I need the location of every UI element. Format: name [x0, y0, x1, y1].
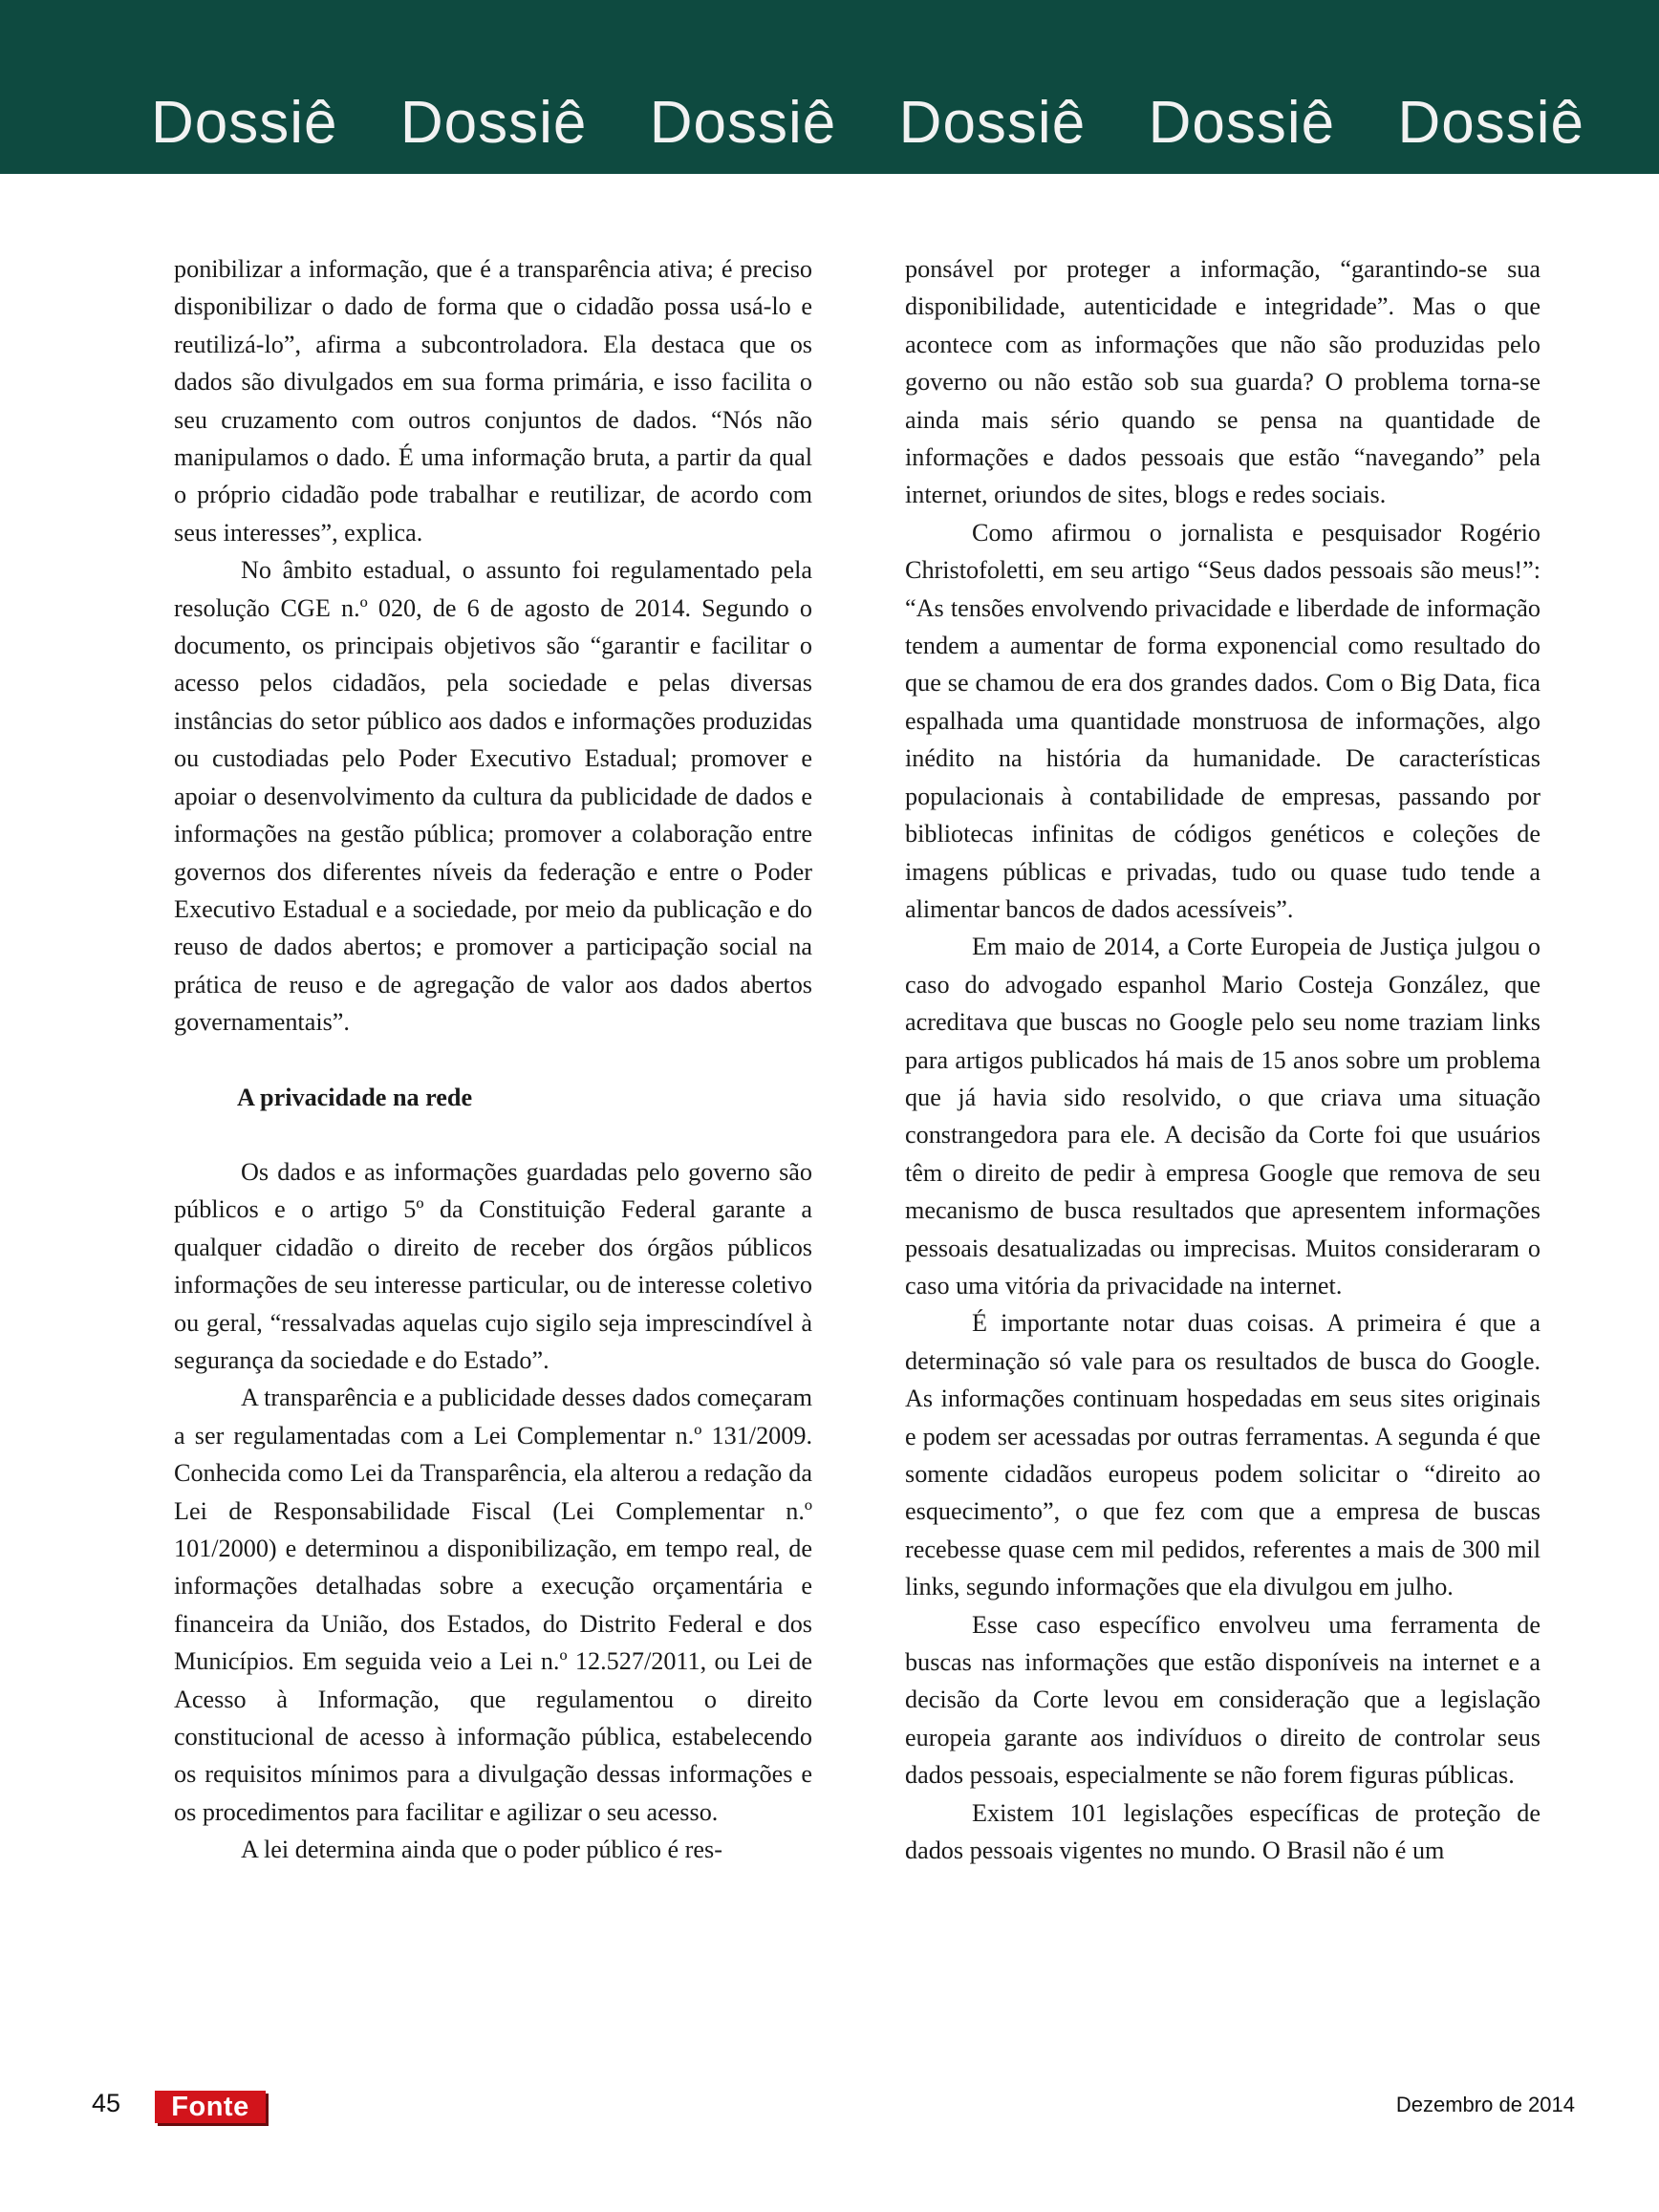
right-column	[905, 250, 1540, 1869]
magazine-logo: Fonte	[155, 2091, 266, 2123]
section-title-word: Dossiê	[898, 89, 1087, 156]
section-header-bar	[0, 0, 1659, 174]
subheading: A privacidade na rede	[237, 1083, 473, 1111]
paragraph: Esse caso específico envolveu uma ferramenta de buscas nas informações que estão disponíveis na internet e a decisão da Corte levou em consideração que a legislação europeia garante aos indivíduos o direito de controlar seus dados pessoais, especialmente se não forem figuras públicas.	[905, 1610, 1540, 1790]
left-column	[174, 250, 812, 1869]
section-title-word: Dossiê	[1397, 89, 1584, 156]
paragraph: Existem 101 legislações específicas de proteção de dados pessoais vigentes no mundo. O Brasil não é um	[905, 1798, 1540, 1865]
paragraph: No âmbito estadual, o assunto foi regulamentado pela resolução CGE n.º 020, de 6 de agosto de 2014. Segundo o documento, os principais objetivos são “garantir e facilitar o acesso pelos cidadãos, pela sociedade e pelas diversas instâncias do setor público aos dados e informações produzidas ou custodiadas pelo Poder Executivo Estadual; promover e apoiar o desenvolvimento da cultura da publicidade de dados e informações na gestão pública; promover a colaboração entre governos dos diferentes níveis da federação e entre o Poder Executivo Estadual e a sociedade, por meio da publicação e do reuso de dados abertos; e promover a participação social na prática de reuso e de agregação de valor aos dados abertos governamentais”.	[174, 556, 812, 1037]
paragraph: ponsável por proteger a informação, “garantindo-se sua disponibilidade, autenticidade e integridade”. Mas o que acontece com as informações que não são produzidas pelo governo ou não estão sob sua guarda? O problema torna-se ainda mais sério quando se pensa na quantidade de informações e dados pessoais que estão “navegando” pela internet, oriundos de sites, blogs e redes sociais.	[905, 255, 1540, 509]
section-title-word: Dossiê	[649, 89, 837, 156]
paragraph: É importante notar duas coisas. A primeira é que a determinação só vale para os resultados de busca do Google. As informações continuam hospedadas em seus sites originais e podem ser acessadas por outras ferramentas. A segunda é que somente cidadãos europeus podem solicitar o “direito ao esquecimento”, o que fez com que a empresa de buscas recebesse quase cem mil pedidos, referentes a mais de 300 mil links, segundo informações que ela divulgou em julho.	[905, 1309, 1540, 1601]
section-title-repeat	[151, 84, 1584, 161]
section-title-word: Dossiê	[1148, 89, 1336, 156]
section-title-word: Dossiê	[399, 89, 588, 156]
paragraph: A transparência e a publicidade desses dados começaram a ser regulamentadas com a Lei Complementar n.º 131/2009. Conhecida como Lei da Transparência, ela alterou a redação da Lei de Responsabilidade Fiscal (Lei Complementar n.º 101/2000) e determinou a disponibilização, em tempo real, de informações detalhadas sobre a execução orçamentária e financeira da União, dos Estados, do Distrito Federal e dos Municípios. Em seguida veio a Lei n.º 12.527/2011, ou Lei de Acesso à Informação, que regulamentou o direito constitucional de acesso à informação pública, estabelecendo os requisitos mínimos para a divulgação dessas informações e os procedimentos para facilitar e agilizar o seu acesso.	[174, 1384, 812, 1826]
issue-date: Dezembro de 2014	[1395, 2093, 1575, 2116]
page-number: 45	[92, 2089, 121, 2117]
paragraph: A lei determina ainda que o poder público é res-	[241, 1836, 722, 1864]
section-title-word: Dossiê	[151, 89, 338, 156]
paragraph: Em maio de 2014, a Corte Europeia de Justiça julgou o caso do advogado espanhol Mario Costeja González, que acreditava que buscas no Google pelo seu nome traziam links para artigos publicados há mais de 15 anos sobre um problema que já havia sido resolvido, o que criava uma situação constrangedora para ele. A decisão da Corte foi que usuários têm o direito de pedir à empresa Google que remova de seu mecanismo de busca resultados que apresentem informações pessoais desatualizadas ou imprecisas. Muitos consideraram o caso uma vitória da privacidade na internet.	[905, 933, 1540, 1299]
paragraph: Como afirmou o jornalista e pesquisador Rogério Christofoletti, em seu artigo “Seus dados pessoais são meus!”: “As tensões envolvendo privacidade e liberdade de informação tendem a aumentar de forma exponencial como resultado do que se chamou de era dos grandes dados. Com o Big Data, fica espalhada uma quantidade monstruosa de informações, algo inédito na história da humanidade. De características populacionais à contabilidade de empresas, passando por bibliotecas infinitas de códigos genéticos e coleções de imagens públicas e privadas, tudo ou quase tudo tende a alimentar bancos de dados acessíveis”.	[905, 518, 1540, 923]
paragraph: ponibilizar a informação, que é a transparência ativa; é preciso disponibilizar o dado de forma que o cidadão possa usá-lo e reutilizá-lo”, afirma a subcontroladora. Ela destaca que os dados são divulgados em sua forma primária, e isso facilita o seu cruzamento com outros conjuntos de dados. “Nós não manipulamos o dado. É uma informação bruta, a partir da qual o próprio cidadão pode trabalhar e reutilizar, de acordo com seus interesses”, explica.	[174, 255, 812, 547]
paragraph: Os dados e as informações guardadas pelo governo são públicos e o artigo 5º da Constituição Federal garante a qualquer cidadão o direito de receber dos órgãos públicos informações de seu interesse particular, ou de interesse coletivo ou geral, “ressalvadas aquelas cujo sigilo seja imprescindível à segurança da sociedade e do Estado”.	[174, 1157, 812, 1374]
